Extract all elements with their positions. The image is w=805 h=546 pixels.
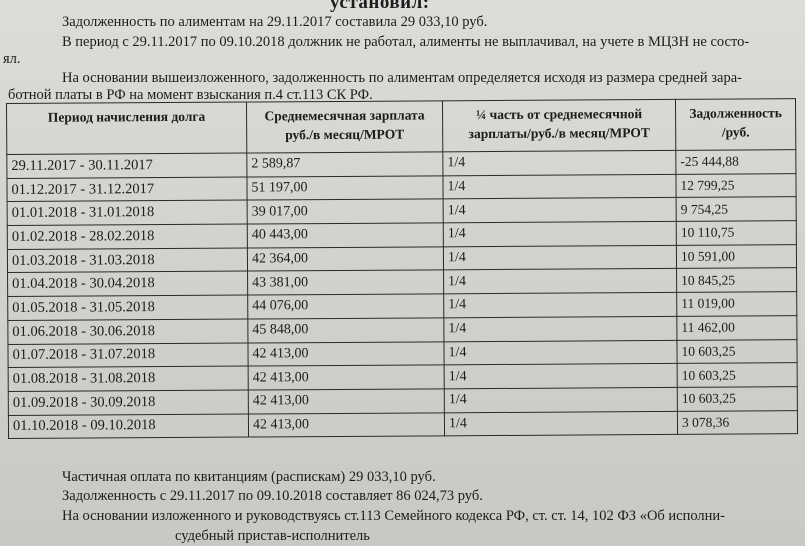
avg-salary-cell: 51 197,00: [247, 176, 443, 201]
debt-cell: 3 078,36: [677, 410, 797, 434]
quarter-share-cell: 1/4: [443, 245, 676, 270]
avg-salary-cell: 40 443,00: [247, 223, 443, 248]
avg-salary-cell: 39 017,00: [247, 199, 443, 224]
intro-line-4: На основании вышеизложенного, задолженность по алиментам определяется исходя из размера средней зара-: [62, 70, 742, 86]
period-cell: 01.02.2018 - 28.02.2018: [7, 224, 247, 249]
quarter-share-cell: 1/4: [444, 411, 677, 436]
quarter-share-cell: 1/4: [444, 293, 677, 318]
quarter-share-cell: 1/4: [444, 387, 677, 412]
debt-cell: 11 462,00: [677, 315, 797, 339]
intro-line-1: Задолженность по алиментам на 29.11.2017 составила 29 033,10 руб.: [62, 14, 488, 30]
debt-cell: 10 603,25: [677, 339, 797, 363]
header-period: [7, 102, 247, 154]
period-cell: 01.09.2018 - 30.09.2018: [8, 390, 248, 415]
intro-line-5: ботной платы в РФ на момент взыскания п.4 ст.113 СК РФ.: [8, 87, 373, 103]
table-row: [8, 410, 797, 439]
header-debt-line2: /руб.: [721, 124, 750, 140]
period-cell: 01.10.2018 - 09.10.2018: [8, 414, 248, 439]
quarter-share-cell: 1/4: [444, 340, 677, 365]
header-avg-salary-line1: Среднемесячная зарплата: [264, 107, 425, 124]
period-cell: 01.01.2018 - 31.01.2018: [7, 200, 247, 225]
debt-cell: 11 019,00: [677, 292, 797, 316]
debt-cell: 10 603,25: [677, 387, 797, 411]
period-cell: 29.11.2017 - 30.11.2017: [7, 153, 247, 178]
period-cell: 01.04.2018 - 30.04.2018: [8, 271, 248, 296]
period-cell: 01.05.2018 - 31.05.2018: [8, 295, 248, 320]
footer-line-3: На основании изложенного и руководствуясь ст.113 Семейного кодекса РФ, ст. ст. 14, 102 ФЗ «Об исполни-: [62, 508, 726, 524]
avg-salary-cell: 44 076,00: [248, 294, 444, 319]
avg-salary-cell: 42 364,00: [247, 247, 443, 272]
avg-salary-cell: 45 848,00: [248, 318, 444, 343]
quarter-share-cell: 1/4: [443, 198, 676, 223]
period-cell: 01.03.2018 - 31.03.2018: [7, 248, 247, 273]
avg-salary-cell: 42 413,00: [248, 365, 444, 390]
header-quarter-share: [442, 99, 675, 151]
header-period-line1: Период начисления долга: [47, 108, 206, 125]
footer-line-2: Задолженность с 29.11.2017 по 09.10.2018 составляет 86 024,73 руб.: [62, 488, 483, 504]
header-avg-salary-line2: руб./в месяц/МРОТ: [285, 126, 405, 143]
header-debt: [675, 99, 795, 151]
header-quarter-share-line2: зарплаты/руб./в месяц/МРОТ: [468, 125, 650, 142]
debt-cell: 10 591,00: [676, 244, 796, 268]
quarter-share-cell: 1/4: [444, 269, 677, 294]
table-body: [7, 150, 798, 439]
footer-line-4: судебный пристав-исполнитель: [175, 528, 370, 544]
header-debt-line1: Задолженность: [689, 105, 782, 121]
period-cell: 01.12.2017 - 31.12.2017: [7, 177, 247, 202]
avg-salary-cell: 42 413,00: [248, 412, 444, 437]
intro-line-3: ял.: [3, 51, 21, 67]
debt-cell: 9 754,25: [676, 197, 796, 221]
period-cell: 01.06.2018 - 30.06.2018: [8, 319, 248, 344]
header-avg-salary: [246, 101, 442, 153]
header-quarter-share-line1: ¼ часть от среднемесячной: [476, 106, 643, 123]
quarter-share-cell: 1/4: [444, 364, 677, 389]
period-cell: 01.07.2018 - 31.07.2018: [8, 343, 248, 368]
debt-cell: 10 110,75: [676, 221, 796, 245]
document-heading: установил:: [330, 0, 430, 13]
footer-line-1: Частичная оплата по квитанциям (распискам) 29 033,10 руб.: [62, 469, 436, 485]
quarter-share-cell: 1/4: [444, 316, 677, 341]
debt-cell: 10 845,25: [677, 268, 797, 292]
quarter-share-cell: 1/4: [443, 221, 676, 246]
debt-cell: 12 799,25: [676, 173, 796, 197]
avg-salary-cell: 2 589,87: [247, 152, 443, 177]
alimony-debt-table: [6, 98, 798, 439]
quarter-share-cell: 1/4: [443, 150, 676, 175]
debt-cell: -25 444,88: [676, 150, 796, 174]
table-header-row: [7, 99, 796, 155]
period-cell: 01.08.2018 - 31.08.2018: [8, 366, 248, 391]
avg-salary-cell: 42 413,00: [248, 341, 444, 366]
intro-line-2: В период с 29.11.2017 по 09.10.2018 должник не работал, алименты не выплачивал, на учете в МЦЗН не состо-: [62, 34, 750, 50]
avg-salary-cell: 43 381,00: [248, 270, 444, 295]
debt-cell: 10 603,25: [677, 363, 797, 387]
avg-salary-cell: 42 413,00: [248, 389, 444, 414]
quarter-share-cell: 1/4: [443, 174, 676, 199]
